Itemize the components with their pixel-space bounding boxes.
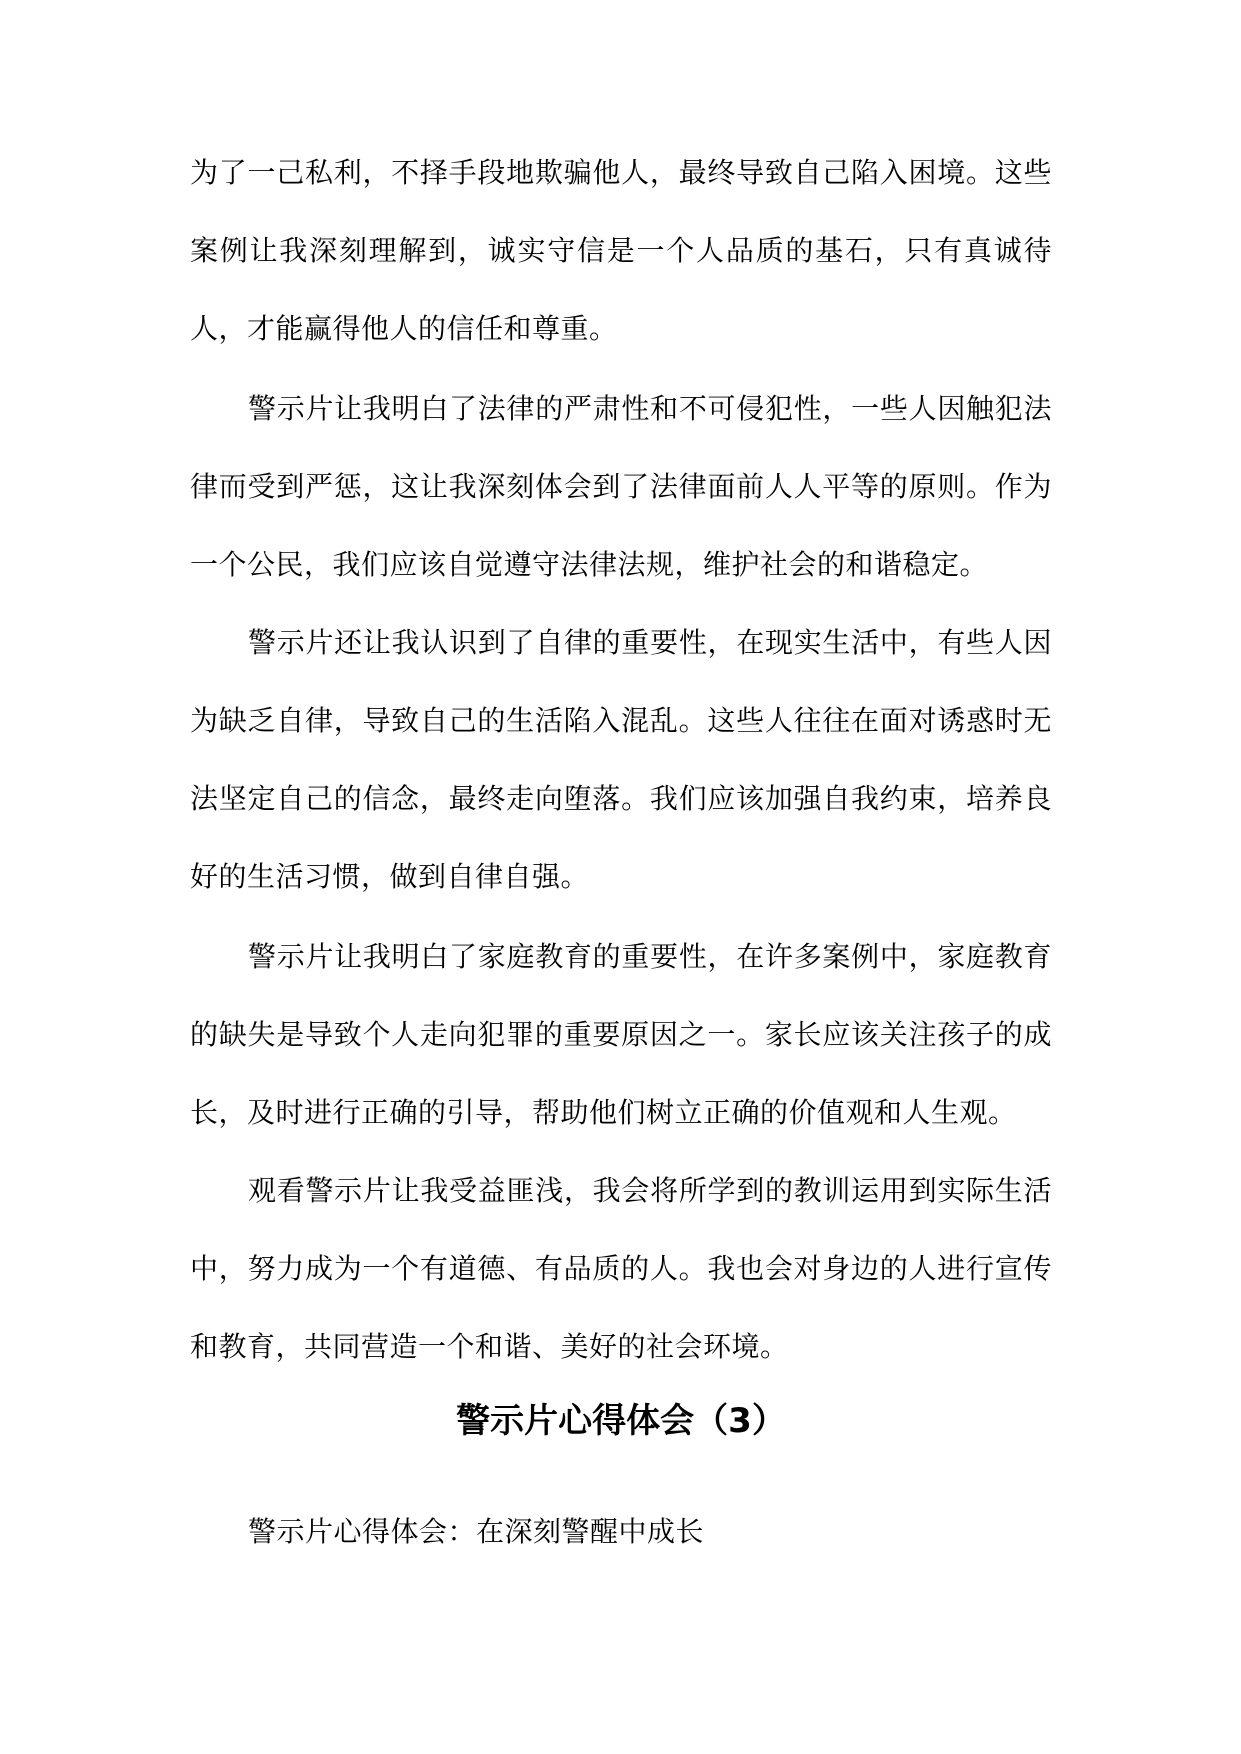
section-heading: 警示片心得体会（3） [456, 1401, 786, 1441]
paragraph-law: 警示片让我明白了法律的严肃性和不可侵犯性，一些人因触犯法律而受到严惩，这让我深刻体会到了法律面前人人平等的原则。作为一个公民，我们应该自觉遵守法律法规，维护社会的和谐稳定。 [190, 392, 1052, 581]
paragraph-continuation: 为了一己私利，不择手段地欺骗他人，最终导致自己陷入困境。这些案例让我深刻理解到，诚实守信是一个人品质的基石，只有真诚待人，才能赢得他人的信任和尊重。 [190, 156, 1052, 345]
paragraph-self-discipline: 警示片还让我认识到了自律的重要性，在现实生活中，有些人因为缺乏自律，导致自己的生活陷入混乱。这些人往往在面对诱惑时无法坚定自己的信念，最终走向堕落。我们应该加强自我约束，培养良好的生活习惯，做到自律自强。 [190, 626, 1052, 893]
section-subtitle: 警示片心得体会：在深刻警醒中成长 [248, 1515, 705, 1548]
paragraph-conclusion: 观看警示片让我受益匪浅，我会将所学到的教训运用到实际生活中，努力成为一个有道德、有品质的人。我也会对身边的人进行宣传和教育，共同营造一个和谐、美好的社会环境。 [190, 1174, 1052, 1363]
paragraph-family-education: 警示片让我明白了家庭教育的重要性，在许多案例中，家庭教育的缺失是导致个人走向犯罪的重要原因之一。家长应该关注孩子的成长，及时进行正确的引导，帮助他们树立正确的价值观和人生观。 [190, 940, 1052, 1129]
